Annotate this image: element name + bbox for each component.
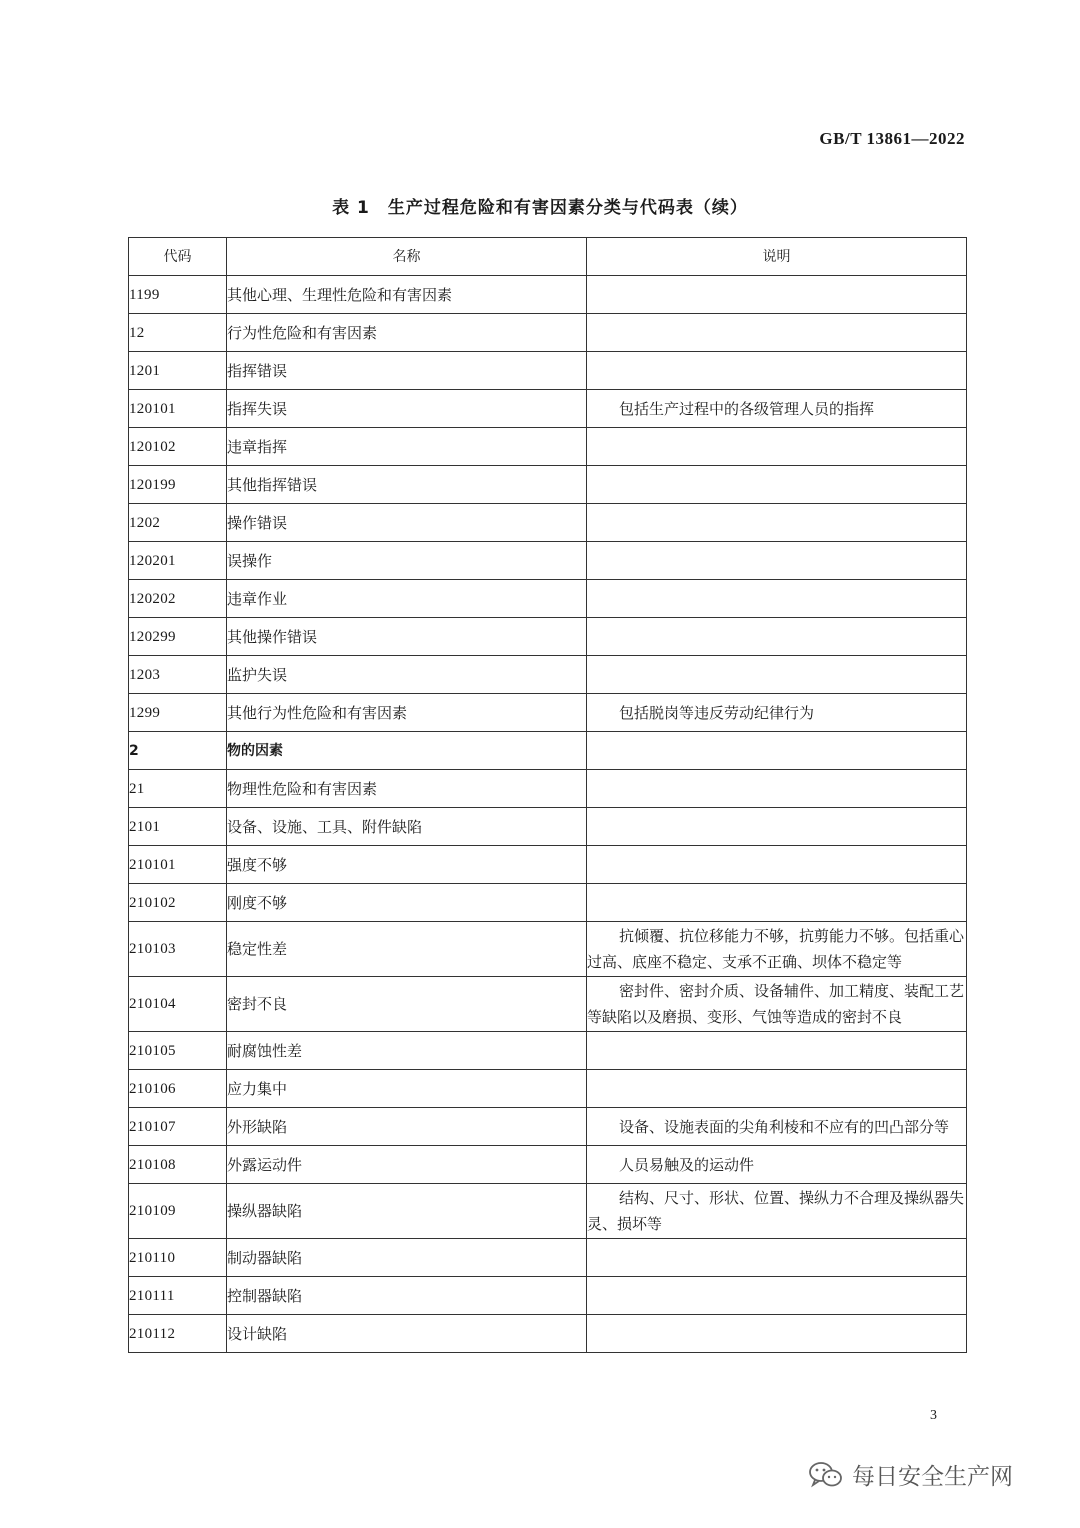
row-code: 210101 — [129, 846, 227, 884]
row-code: 210112 — [129, 1315, 227, 1353]
row-note — [587, 504, 967, 542]
row-name: 稳定性差 — [227, 922, 587, 977]
table-row — [129, 922, 967, 977]
row-note — [587, 922, 967, 977]
table-row — [129, 1239, 967, 1277]
row-name: 其他行为性危险和有害因素 — [227, 694, 587, 732]
row-note — [587, 1032, 967, 1070]
row-code: 1201 — [129, 352, 227, 390]
table-row — [129, 352, 967, 390]
row-code: 1203 — [129, 656, 227, 694]
table-row — [129, 390, 967, 428]
table-row — [129, 808, 967, 846]
table-row — [129, 770, 967, 808]
row-code: 210106 — [129, 1070, 227, 1108]
row-note-text: 人员易触及的运动件 — [619, 1155, 755, 1174]
row-note-text: 抗倾覆、抗位移能力不够，抗剪能力不够。包括重心过高、底座不稳定、支承不正确、坝体不稳定等 — [587, 927, 965, 971]
row-name: 外露运动件 — [227, 1146, 587, 1184]
row-name: 操作错误 — [227, 504, 587, 542]
row-note — [587, 656, 967, 694]
row-name: 物的因素 — [227, 732, 587, 770]
row-name: 指挥失误 — [227, 390, 587, 428]
row-name: 违章指挥 — [227, 428, 587, 466]
row-note — [587, 1315, 967, 1353]
row-code: 1299 — [129, 694, 227, 732]
row-note-text: 包括生产过程中的各级管理人员的指挥 — [619, 399, 875, 418]
table-row — [129, 1184, 967, 1239]
table-row — [129, 884, 967, 922]
row-code: 210103 — [129, 922, 227, 977]
table-row — [129, 580, 967, 618]
row-note — [587, 580, 967, 618]
row-code: 120201 — [129, 542, 227, 580]
row-name: 操纵器缺陷 — [227, 1184, 587, 1239]
table-row — [129, 466, 967, 504]
table-row — [129, 1032, 967, 1070]
row-name: 密封不良 — [227, 977, 587, 1032]
table-row — [129, 314, 967, 352]
row-code: 2 — [129, 732, 227, 770]
wechat-icon — [808, 1460, 844, 1490]
row-name: 耐腐蚀性差 — [227, 1032, 587, 1070]
table-row — [129, 276, 967, 314]
row-code: 2101 — [129, 808, 227, 846]
row-note — [587, 884, 967, 922]
table-title: 表 1 生产过程危险和有害因素分类与代码表（续） — [332, 198, 748, 218]
column-header-name: 名称 — [227, 238, 587, 276]
row-note — [587, 390, 967, 428]
hazard-code-table — [128, 237, 967, 1353]
row-code: 210108 — [129, 1146, 227, 1184]
row-name: 误操作 — [227, 542, 587, 580]
table-row — [129, 1070, 967, 1108]
row-name: 指挥错误 — [227, 352, 587, 390]
row-name: 控制器缺陷 — [227, 1277, 587, 1315]
row-name: 外形缺陷 — [227, 1108, 587, 1146]
standard-code: GB/T 13861—2022 — [819, 129, 965, 148]
row-code: 120102 — [129, 428, 227, 466]
row-note — [587, 352, 967, 390]
row-note — [587, 618, 967, 656]
row-name: 设计缺陷 — [227, 1315, 587, 1353]
column-header-code: 代码 — [129, 238, 227, 276]
row-name: 监护失误 — [227, 656, 587, 694]
row-note — [587, 1070, 967, 1108]
row-name: 行为性危险和有害因素 — [227, 314, 587, 352]
row-note — [587, 1277, 967, 1315]
row-note — [587, 694, 967, 732]
row-note — [587, 466, 967, 504]
table-row — [129, 1108, 967, 1146]
row-code: 210105 — [129, 1032, 227, 1070]
row-code: 1199 — [129, 276, 227, 314]
row-name: 其他操作错误 — [227, 618, 587, 656]
table-row — [129, 1277, 967, 1315]
row-note — [587, 846, 967, 884]
row-note — [587, 732, 967, 770]
row-code: 120202 — [129, 580, 227, 618]
row-name: 违章作业 — [227, 580, 587, 618]
row-code: 12 — [129, 314, 227, 352]
row-note — [587, 1146, 967, 1184]
row-note-text: 设备、设施表面的尖角利棱和不应有的凹凸部分等 — [619, 1117, 950, 1136]
row-name: 刚度不够 — [227, 884, 587, 922]
table-row — [129, 694, 967, 732]
row-note — [587, 542, 967, 580]
row-name: 设备、设施、工具、附件缺陷 — [227, 808, 587, 846]
row-code: 210104 — [129, 977, 227, 1032]
row-note — [587, 428, 967, 466]
table-row — [129, 656, 967, 694]
table-row — [129, 732, 967, 770]
table-row — [129, 618, 967, 656]
row-name: 其他指挥错误 — [227, 466, 587, 504]
table-row — [129, 846, 967, 884]
row-note-text: 结构、尺寸、形状、位置、操纵力不合理及操纵器失灵、损坏等 — [587, 1189, 965, 1233]
row-code: 210102 — [129, 884, 227, 922]
row-name: 制动器缺陷 — [227, 1239, 587, 1277]
table-row — [129, 504, 967, 542]
table-row — [129, 977, 967, 1032]
table-row — [129, 428, 967, 466]
page-number: 3 — [930, 1408, 937, 1423]
row-note — [587, 1184, 967, 1239]
column-header-note: 说明 — [587, 238, 967, 276]
row-name: 强度不够 — [227, 846, 587, 884]
row-code: 21 — [129, 770, 227, 808]
footer-brand-name: 每日安全生产网 — [852, 1464, 1013, 1490]
row-code: 1202 — [129, 504, 227, 542]
row-note — [587, 770, 967, 808]
row-name: 其他心理、生理性危险和有害因素 — [227, 276, 587, 314]
row-note — [587, 1108, 967, 1146]
row-note — [587, 314, 967, 352]
row-name: 物理性危险和有害因素 — [227, 770, 587, 808]
row-note — [587, 1239, 967, 1277]
row-code: 120199 — [129, 466, 227, 504]
row-name: 应力集中 — [227, 1070, 587, 1108]
footer-brand — [808, 1458, 1013, 1491]
table-row — [129, 1315, 967, 1353]
row-code: 210111 — [129, 1277, 227, 1315]
table-body — [129, 276, 967, 1353]
table-row — [129, 1146, 967, 1184]
row-note — [587, 808, 967, 846]
table-row — [129, 542, 967, 580]
row-note — [587, 977, 967, 1032]
row-note-text: 密封件、密封介质、设备辅件、加工精度、装配工艺等缺陷以及磨损、变形、气蚀等造成的密封不良 — [587, 982, 965, 1026]
row-code: 120101 — [129, 390, 227, 428]
row-code: 120299 — [129, 618, 227, 656]
row-note-text: 包括脱岗等违反劳动纪律行为 — [619, 703, 815, 722]
row-note — [587, 276, 967, 314]
row-code: 210107 — [129, 1108, 227, 1146]
row-code: 210110 — [129, 1239, 227, 1277]
table-header-row — [129, 238, 967, 276]
row-code: 210109 — [129, 1184, 227, 1239]
